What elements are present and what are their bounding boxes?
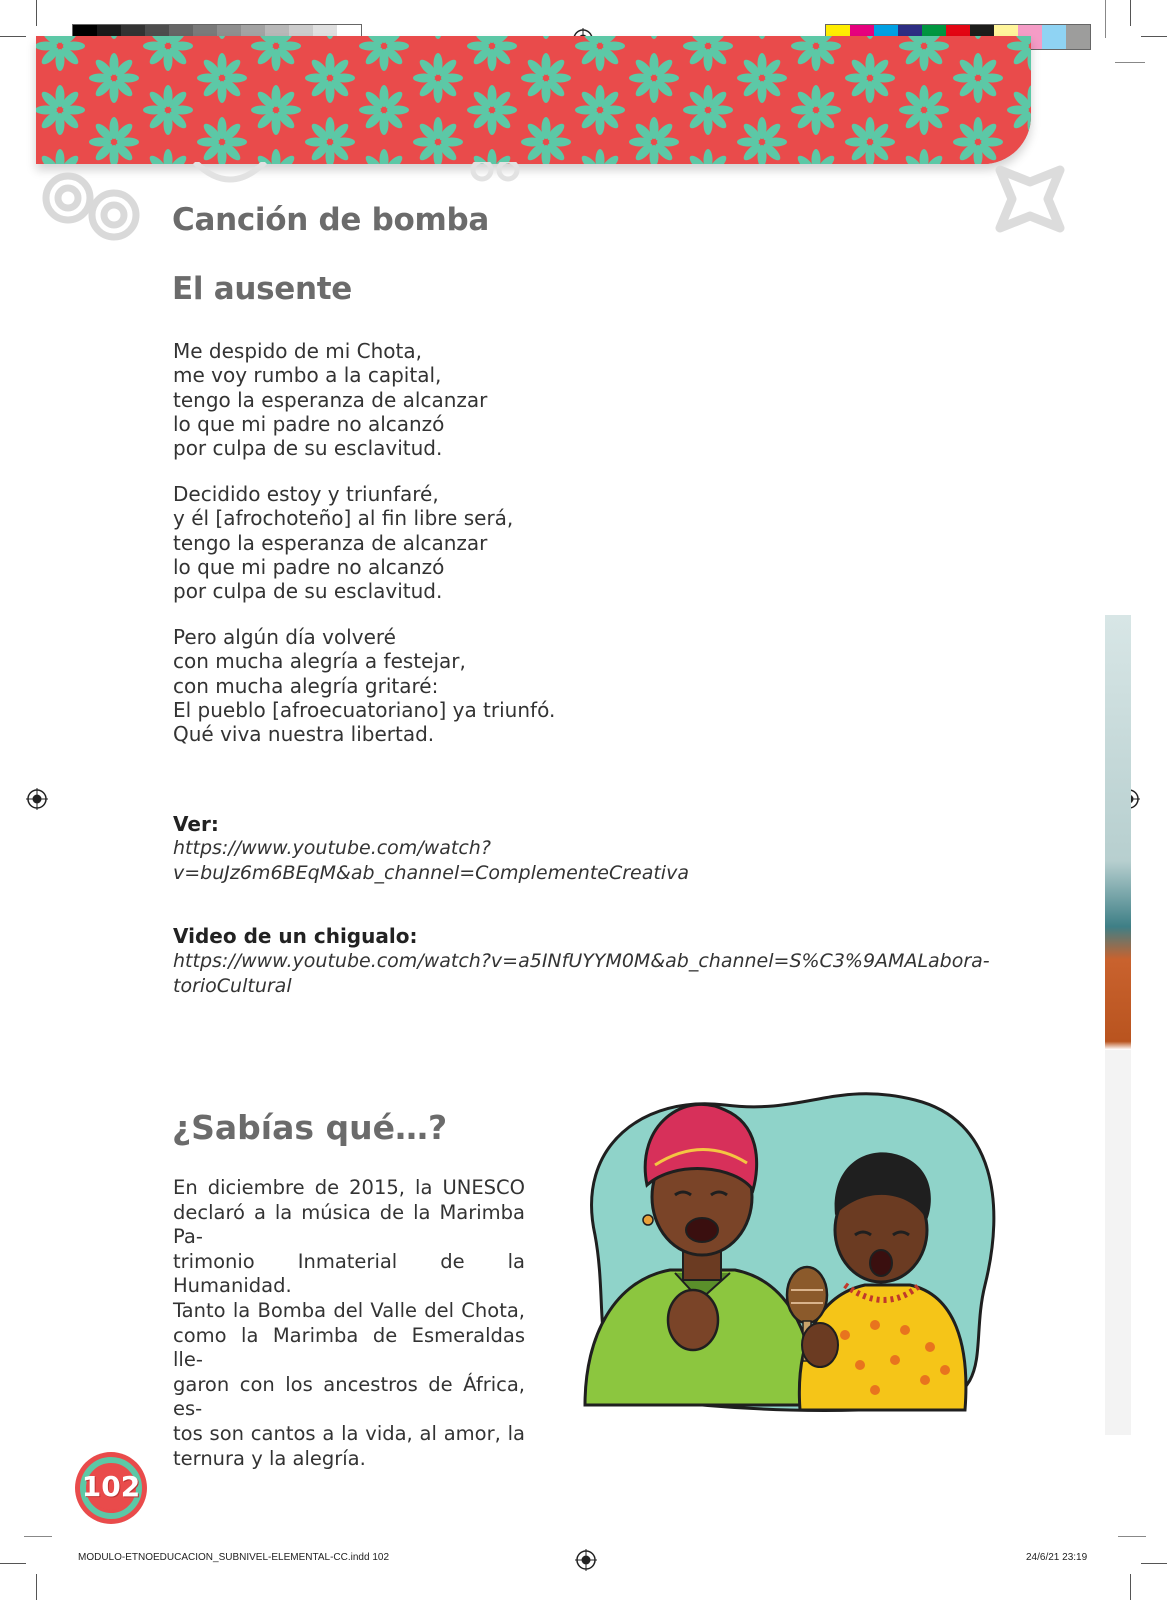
registration-mark-icon bbox=[575, 1549, 597, 1571]
paragraph-line: trimonio Inmaterial de la Humanidad. bbox=[173, 1249, 525, 1298]
verse-line: Me despido de mi Chota, bbox=[173, 339, 422, 363]
did-you-know-title: ¿Sabías qué…? bbox=[172, 1108, 448, 1147]
link-line: https://www.youtube.com/watch?v=a5INfUYYM0M&ab_channel=S%C3%9AMALabora- bbox=[173, 950, 990, 972]
flower-pattern-icon bbox=[36, 36, 1031, 164]
verse-line: por culpa de su esclavitud. bbox=[173, 436, 443, 461]
decorative-banner bbox=[36, 36, 1031, 164]
verse-line: lo que mi padre no alcanzó bbox=[173, 411, 445, 436]
song-title: El ausente bbox=[172, 271, 352, 307]
paragraph-line: garon con los ancestros de África, es- bbox=[173, 1372, 525, 1421]
page-number: 102 bbox=[81, 1470, 141, 1503]
page-heading: Canción de bomba bbox=[172, 202, 490, 238]
footer-date: 24/6/21 23:19 bbox=[1026, 1552, 1088, 1563]
paragraph-line: como la Marimba de Esmeraldas lle- bbox=[173, 1323, 525, 1372]
spiral-ornament-icon bbox=[36, 160, 151, 255]
spiral-ornament-icon bbox=[468, 162, 528, 188]
link-line: torioCultural bbox=[173, 974, 292, 997]
spiral-ornament-icon bbox=[190, 162, 270, 192]
page-edge-strip bbox=[1105, 615, 1131, 1435]
paragraph-line: tos son cantos a la vida, al amor, la bbox=[173, 1421, 525, 1445]
verse-line: con mucha alegría a festejar, bbox=[173, 649, 466, 674]
stanza bbox=[173, 339, 487, 460]
verse-line: y él [afrochoteño] al fin libre será, bbox=[173, 506, 514, 531]
link-label: Ver: bbox=[173, 812, 219, 836]
verse-line: lo que mi padre no alcanzó bbox=[173, 554, 445, 579]
verse-line: por culpa de su esclavitud. bbox=[173, 579, 443, 604]
singing-women-illustration bbox=[575, 1085, 1005, 1415]
stanza bbox=[173, 482, 513, 603]
verse-line: El pueblo [afroecuatoriano] ya triunfó. bbox=[173, 697, 556, 722]
verse-line: Pero algún día volveré bbox=[173, 625, 396, 649]
verse-line: con mucha alegría gritaré: bbox=[173, 673, 439, 698]
paragraph-line: Tanto la Bomba del Valle del Chota, bbox=[173, 1298, 525, 1322]
stanza bbox=[173, 625, 555, 746]
video-link[interactable]: https://www.youtube.com/watch?v=buJz6m6BEqM&ab_channel=ComplementeCreativa bbox=[173, 837, 689, 884]
paragraph-line: ternura y la alegría. bbox=[173, 1446, 366, 1470]
video-link[interactable] bbox=[173, 949, 993, 998]
link-label: Video de un chigualo: bbox=[173, 924, 418, 948]
paragraph-line: declaró a la música de la Marimba Pa- bbox=[173, 1200, 525, 1249]
footer-file-info: MODULO-ETNOEDUCACION_SUBNIVEL-ELEMENTAL-CC.indd 102 bbox=[78, 1552, 390, 1563]
did-you-know-text bbox=[173, 1176, 525, 1471]
verse-line: tengo la esperanza de alcanzar bbox=[173, 387, 488, 412]
verse-line: Decidido estoy y triunfaré, bbox=[173, 482, 439, 506]
registration-mark-icon bbox=[26, 788, 48, 810]
verse-line: Qué viva nuestra libertad. bbox=[173, 722, 435, 747]
adinkra-ornament-icon bbox=[990, 160, 1070, 238]
paragraph-line: En diciembre de 2015, la UNESCO bbox=[173, 1176, 525, 1199]
verse-line: me voy rumbo a la capital, bbox=[173, 363, 442, 388]
verse-line: tengo la esperanza de alcanzar bbox=[173, 530, 488, 555]
